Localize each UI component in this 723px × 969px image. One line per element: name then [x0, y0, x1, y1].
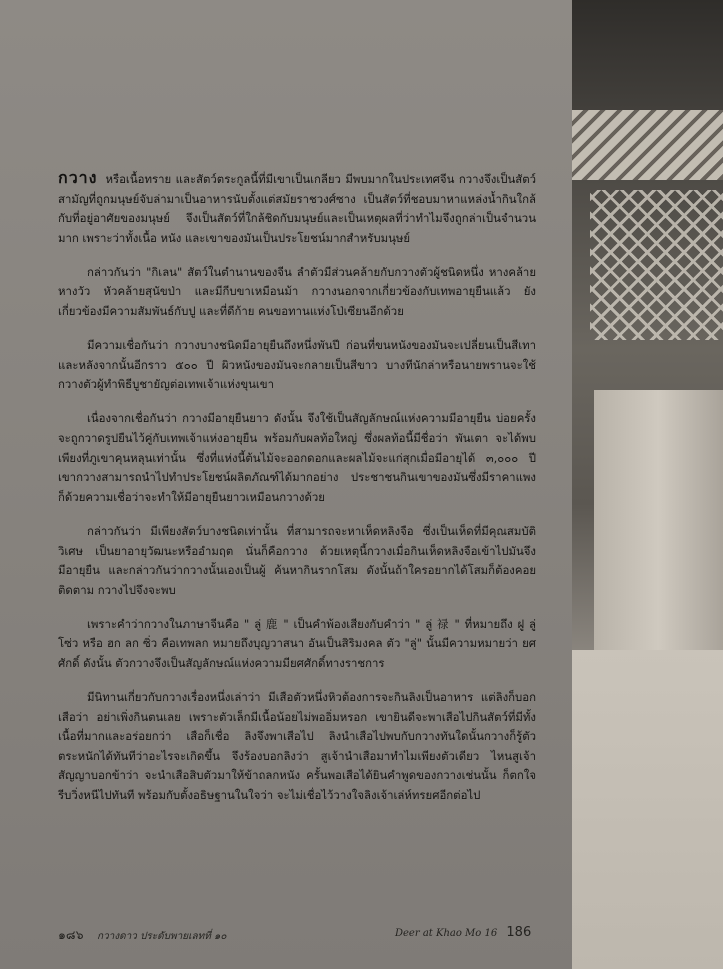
paragraph-4: เนื่องจากเชื่อกันว่า กวางมีอายุยืนยาว ดังนั้น จึงใช้เป็นสัญลักษณ์แห่งความมีอายุยืน บ่อยครั้งจะถูกวาดรูปยืนไว้คู่กับเทพเจ้าแห่งอายุยืน พร้อมกับผลท้อใหญ่ ซึ่งผลท้อนี้มีชื่อว่า พันเตา จะได้พบเพียงที่ภูเขาคุนหลุนเท่านั้น ซึ่งที่แห่งนี้ต้นไม้จะออกดอกและผลไม้จะแก่สุกเมื่อมีอายุได้ ๓,๐๐๐ ปี เขากวางสามารถนำไปทำประโยชน์ผลิตภัณฑ์ได้มากอย่าง ประชาชนกินเขาของมันซึ่งมีราคาแพง ก็ด้วยความเชื่อว่าจะทำให้มีอายุยืนยาวเหมือนกวางด้วย — [58, 411, 536, 504]
running-title-english: Deer at Khao Mo 16 — [395, 928, 498, 939]
footer-left — [58, 925, 226, 945]
stone-pillar — [594, 390, 723, 650]
page-number: 186 — [506, 925, 532, 940]
page-number-thai: ๑๘๖ — [58, 927, 84, 942]
paragraph-2: กล่าวกันว่า "กิเลน" สัตว์ในตำนานของจีน ลำตัวมีส่วนคล้ายกับกวางตัวผู้ชนิดหนึ่ง หางคล้ายหางวัว หัวคล้ายสุนัขป่า และมีกีบขาเหมือนม้า กวางนอกจากเกี่ยวข้องกับเทพอายุยืนแล้ว ยังเกี่ยวข้องมีความสัมพันธ์กับปู และที่ดีก้าย คนขอทานแห่งโป่เซียนอีกด้วย — [58, 264, 536, 319]
running-title-thai: กวางดาว ประดับพายเลทที่ ๑๐ — [97, 931, 227, 942]
paragraph-6: เพราะคำว่ากวางในภาษาจีนคือ " ลู่ 鹿 " เป็นคำพ้องเสียงกับคำว่า " ลู่ 禄 " ที่หมายถึง ฝู ลู่ โซ่ว หรือ ฮก ลก ซิ่ว คือเทพลก หมายถึงบุญวาสนา อันเป็นสิริมงคล ตัว "ลู่" นั้นมีความหมายว่า ยศศักดิ์ ดังนั้น ตัวกวางจึงเป็นสัญลักษณ์แห่งความมียศศักดิ์ทางราชการ — [58, 616, 536, 670]
footer-right — [395, 925, 531, 940]
stone-ground — [572, 650, 723, 969]
paragraph-1-text: หรือเนื้อทราย และสัตว์ตระกูลนี้ที่มีเขาเป็นเกลียว มีพบมากในประเทศจีน กวางจึงเป็นสัตว์สามัญที่ถูกมนุษย์จับล่ามาเป็นอาหารนับตั้งแต่สมัยราชวงศ์ซาง เป็นสัตว์ที่ชอบมาหาแหล่งน้ำกินใกล้กับที่อยู่อาศัยของมนุษย์ จึงเป็นสัตว์ที่ใกล้ชิดกับมนุษย์และเป็นเหตุผลที่ว่าทำไมจึงถูกล่าเป็นจำนวนมาก เพราะว่าทั้งเนื้อ หนัง และเขาของมันเป็นประโยชน์มากสำหรับมนุษย์ — [58, 172, 536, 245]
body-text — [58, 168, 536, 820]
temple-photo — [572, 0, 723, 969]
paragraph-1 — [58, 168, 536, 248]
lattice-window — [590, 190, 723, 340]
roof-tiles — [572, 110, 723, 180]
lead-word: กวาง — [58, 168, 98, 187]
paragraph-7: มีนิทานเกี่ยวกับกวางเรื่องหนึ่งเล่าว่า มีเสือตัวหนึ่งหิวต้องการจะกินลิงเป็นอาหาร แต่ลิงก็บอกเสือว่า อย่าเพิ่งกินตนเลย เพราะตัวเล็กมีเนื้อน้อยไม่พออิ่มหรอก เขายินดีจะพาเสือไปกินสัตว์ที่มีทั้งเนื้อที่มากและอร่อยกว่า เสือก็เชื่อ ลิงจึงพาเสือไป ลิงนำเสือไปพบกับกวางทันใดนั้นกวางก็รู้ตัวตระหนักได้ทันทีว่าอะไรจะเกิดขึ้น จึงร้องบอกลิงว่า สูเจ้านำเสือมาทำไมเพียงตัวเดียว ไหนสูเจ้าสัญญาบอกข้าว่า จะนำเสือสิบตัวมาให้ข้าถลกหนัง ครั้นพอเสือได้ยินคำพูดของกวางเช่นนั้น ก็ตกใจ รีบวิ่งหนีไปทันที พร้อมกับตั้งอธิษฐานในใจว่า จะไม่เชื่อไว้วางใจลิงเจ้าเล่ห์ทรยศอีกต่อไป — [58, 690, 536, 803]
paragraph-5: กล่าวกันว่า มีเพียงสัตว์บางชนิดเท่านั้น ที่สามารถจะหาเห็ดหลิงจือ ซึ่งเป็นเห็ดที่มีคุณสมบัติวิเศษ เป็นยาอายุวัฒนะหรืออำมฤต นั่นก็คือกวาง ด้วยเหตุนี้กวางเมื่อกินเห็ดหลิงจือเข้าไปมันจึงมีอายุยืน และกล่าวกันว่ากวางนั้นเองเป็นผู้ ค้นหากินรากโสม ดังนั้นถ้าใครอยากได้โสมก็ต้องคอยติดตาม กวางไปจึงจะพบ — [58, 523, 536, 597]
paragraph-3: มีความเชื่อกันว่า กวางบางชนิดมีอายุยืนถึงหนึ่งพันปี ก่อนที่ขนหนังของมันจะเปลี่ยนเป็นสีเทาและหลังจากนั้นอีกราว ๕๐๐ ปี ผิวหนังของมันจะกลายเป็นสีขาว บางทีนักล่าหรือนายพรานจะใช้กวางตัวผู้ทำพิธีบูชายัญต่อเทพเจ้าแห่งขุนเขา — [58, 338, 536, 392]
